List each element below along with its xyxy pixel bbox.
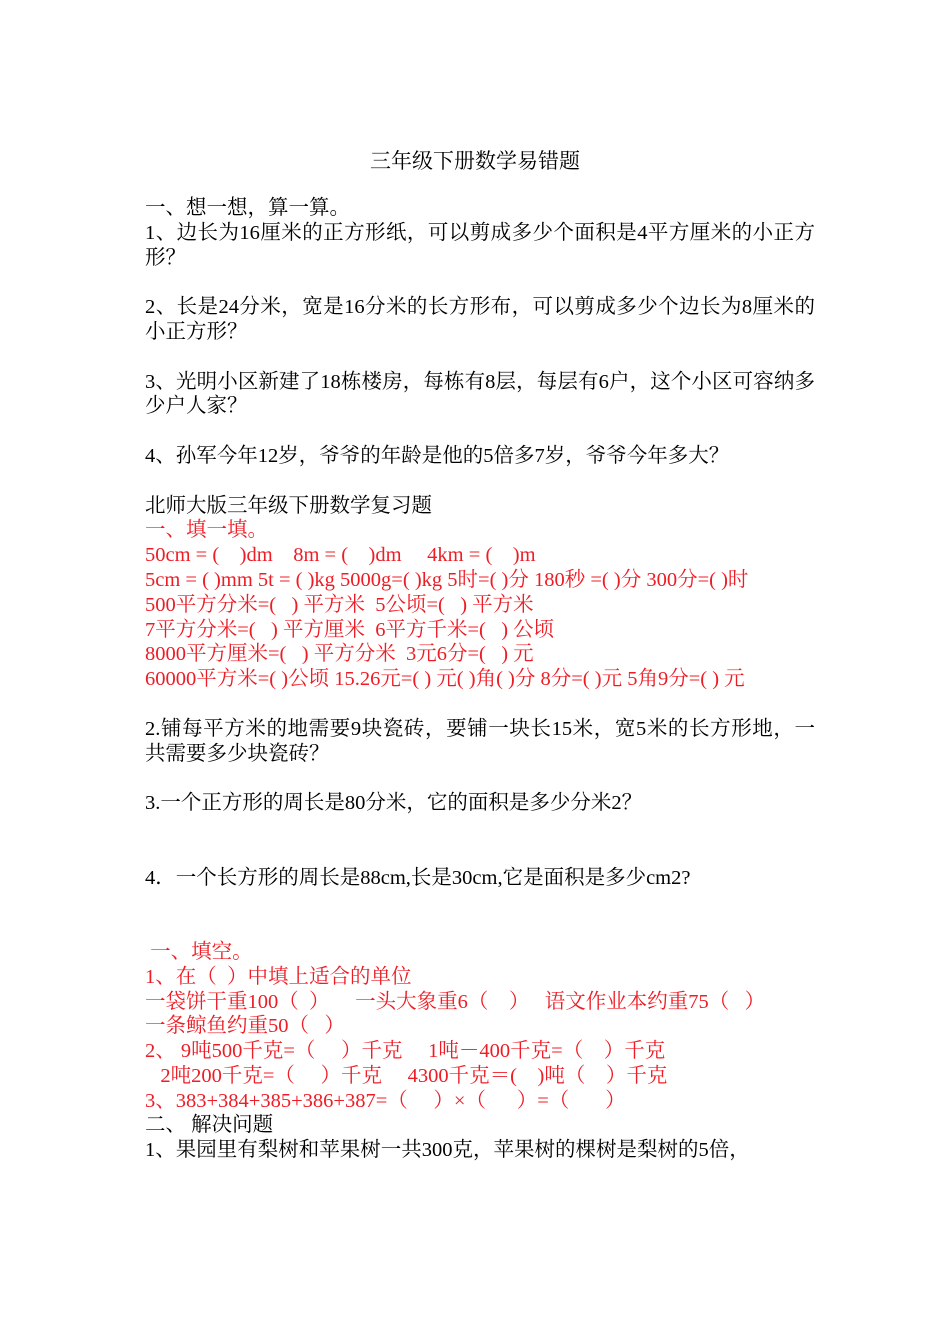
fill-line: 60000平方米=( )公顷 15.26元=( ) 元( )角( )分 8分=( )元 5角9分=( ) 元 xyxy=(145,668,745,691)
question-2: 2、长是24分米，宽是16分米的长方形布，可以剪成多少个边长为8厘米的小正方形？ xyxy=(145,296,815,343)
page-title: 三年级下册数学易错题 xyxy=(370,149,580,173)
fill-line: 7平方分米=( ) 平方厘米 6平方千米=( ) 公顷 xyxy=(145,618,555,641)
units-line: 一条鲸鱼约重50（ ） xyxy=(145,1015,345,1038)
review-heading: 北师大版三年级下册数学复习题 xyxy=(145,494,432,517)
solve-problem-1: 1、果园里有梨树和苹果树一共300克，苹果树的棵树是梨树的5倍， xyxy=(145,1139,750,1162)
question-4: 4、孙军今年12岁，爷爷的年龄是他的5倍多7岁，爷爷今年多大？ xyxy=(145,444,730,467)
review-question-4: 4．一个长方形的周长是88cm,长是30cm,它是面积是多少cm2? xyxy=(145,866,691,889)
fill-line: 5cm = ( )mm 5t = ( )kg 5000g=( )kg 5时=( )分 180秒 =( )分 300分=( )时 xyxy=(145,568,749,591)
sum-line: 3、383+384+385+386+387=（ ）×（ ）=（ ） xyxy=(145,1089,626,1112)
units-line: 一袋饼干重100（ ） 一头大象重6（ ） 语文作业本约重75（ ） xyxy=(145,990,766,1013)
question-3: 3、光明小区新建了18栋楼房，每栋有8层，每层有6户，这个小区可容纳多少户人家？ xyxy=(145,370,815,418)
fill-heading: 一、填一填。 xyxy=(145,519,268,542)
document-body xyxy=(145,196,815,1163)
fill-blank-heading: 一、填空。 xyxy=(145,940,253,963)
fill-line: 8000平方厘米=( ) 平方分米 3元6分=( ) 元 xyxy=(145,643,534,666)
fill-line: 50cm = ( )dm 8m = ( )dm 4km = ( )m xyxy=(145,544,536,567)
review-question-3: 3.一个正方形的周长是80分米，它的面积是多少分米2？ xyxy=(145,792,643,815)
units-heading: 1、在（ ）中填上适合的单位 xyxy=(145,965,412,988)
section-heading: 一、想一想，算一算。 xyxy=(145,197,350,219)
fill-line: 500平方分米=( ) 平方米 5公顷=( ) 平方米 xyxy=(145,593,534,616)
conversion-line: 2吨200千克=（ ）千克 4300千克＝( )吨（ ）千克 xyxy=(145,1064,668,1087)
conversion-line: 2、 9吨500千克=（ ）千克 1吨－400千克=（ ）千克 xyxy=(145,1040,666,1063)
solve-heading: 二、 解决问题 xyxy=(145,1114,274,1137)
review-question-2: 2.铺每平方米的地需要9块瓷砖，要铺一块长15米，宽5米的长方形地，一共需要多少块瓷砖？ xyxy=(145,717,815,765)
question-1: 1、边长为16厘米的正方形纸，可以剪成多少个面积是4平方厘米的小正方形？ xyxy=(145,221,815,269)
